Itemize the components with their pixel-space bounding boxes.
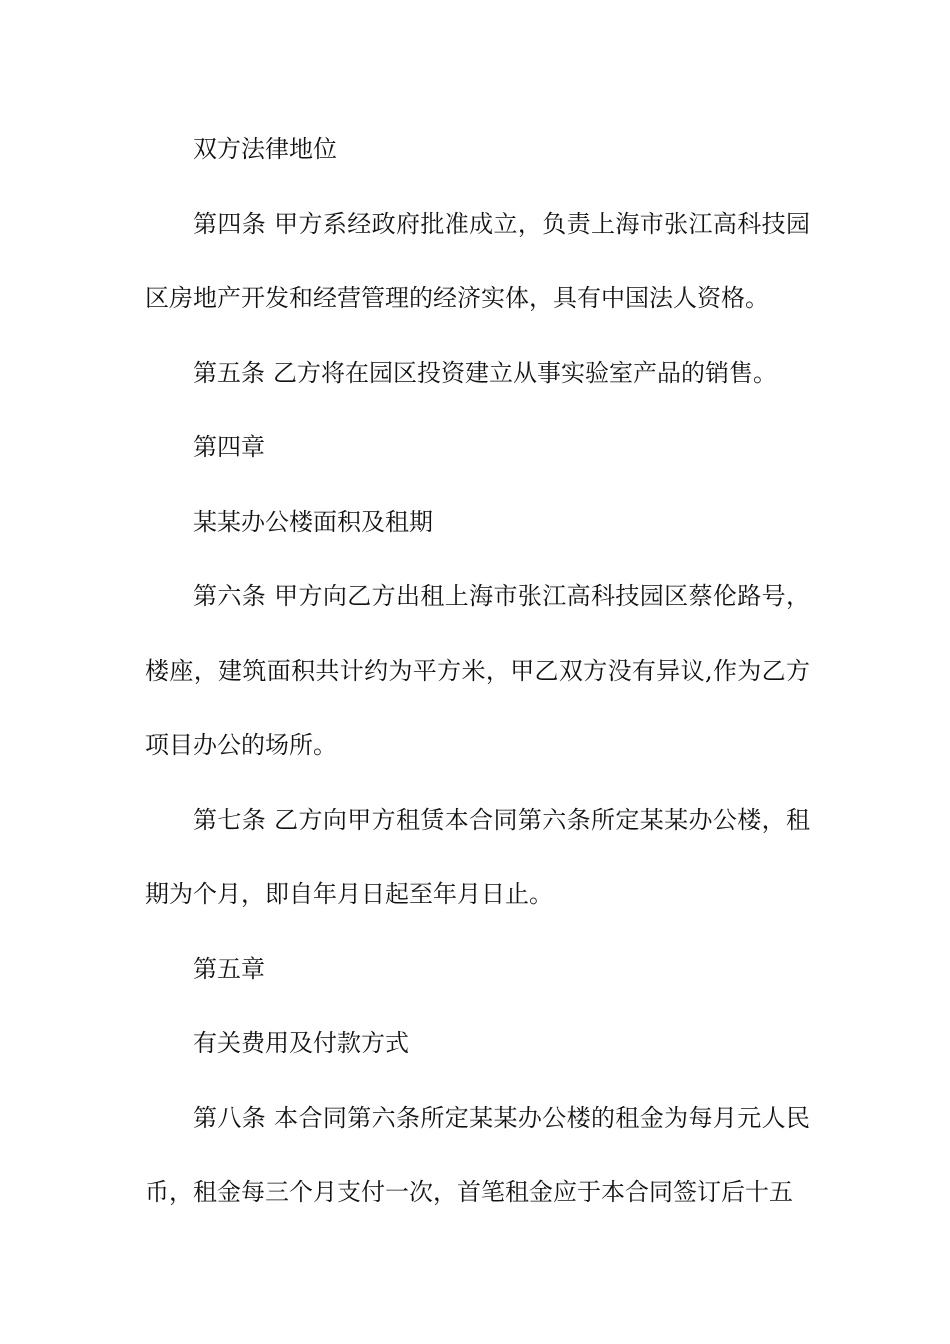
article-number: 第六条 [193,582,267,610]
chapter-heading-5: 第五章 [193,954,265,983]
article-number: 第四条 [193,209,267,238]
article-text: 甲方系经政府批准成立，负责上海市张江高科技园区房地产开发和经营管理的经济实体，具有中国法人资格。 [145,209,810,312]
section-heading-area-and-term: 某某办公楼面积及租期 [193,507,433,536]
article-text: 乙方向甲方租赁本合同第六条所定某某办公楼，租期为个月，即自年月日起至年月日止。 [145,805,810,908]
article-number: 第五条 [193,358,265,387]
section-heading-legal-status: 双方法律地位 [193,135,337,163]
article-number: 第八条 [193,1103,267,1132]
article-4 [145,187,810,336]
article-6 [145,559,810,783]
chapter-heading-4: 第四章 [193,433,265,461]
article-number: 第七条 [193,805,267,834]
article-5 [145,336,810,411]
document-body [145,112,810,1230]
article-text: 甲方向乙方出租上海市张江高科技园区蔡伦路号，楼座，建筑面积共计约为平方米，甲乙双方没有异议,作为乙方项目办公的场所。 [145,582,810,759]
article-8 [145,1081,810,1230]
article-text: 乙方将在园区投资建立从事实验室产品的销售。 [273,358,777,387]
section-heading-fees-and-payment: 有关费用及付款方式 [193,1029,409,1057]
article-7 [145,783,810,932]
article-text: 本合同第六条所定某某办公楼的租金为每月元人民币，租金每三个月支付一次，首笔租金应于本合同签订后十五 [145,1103,810,1206]
